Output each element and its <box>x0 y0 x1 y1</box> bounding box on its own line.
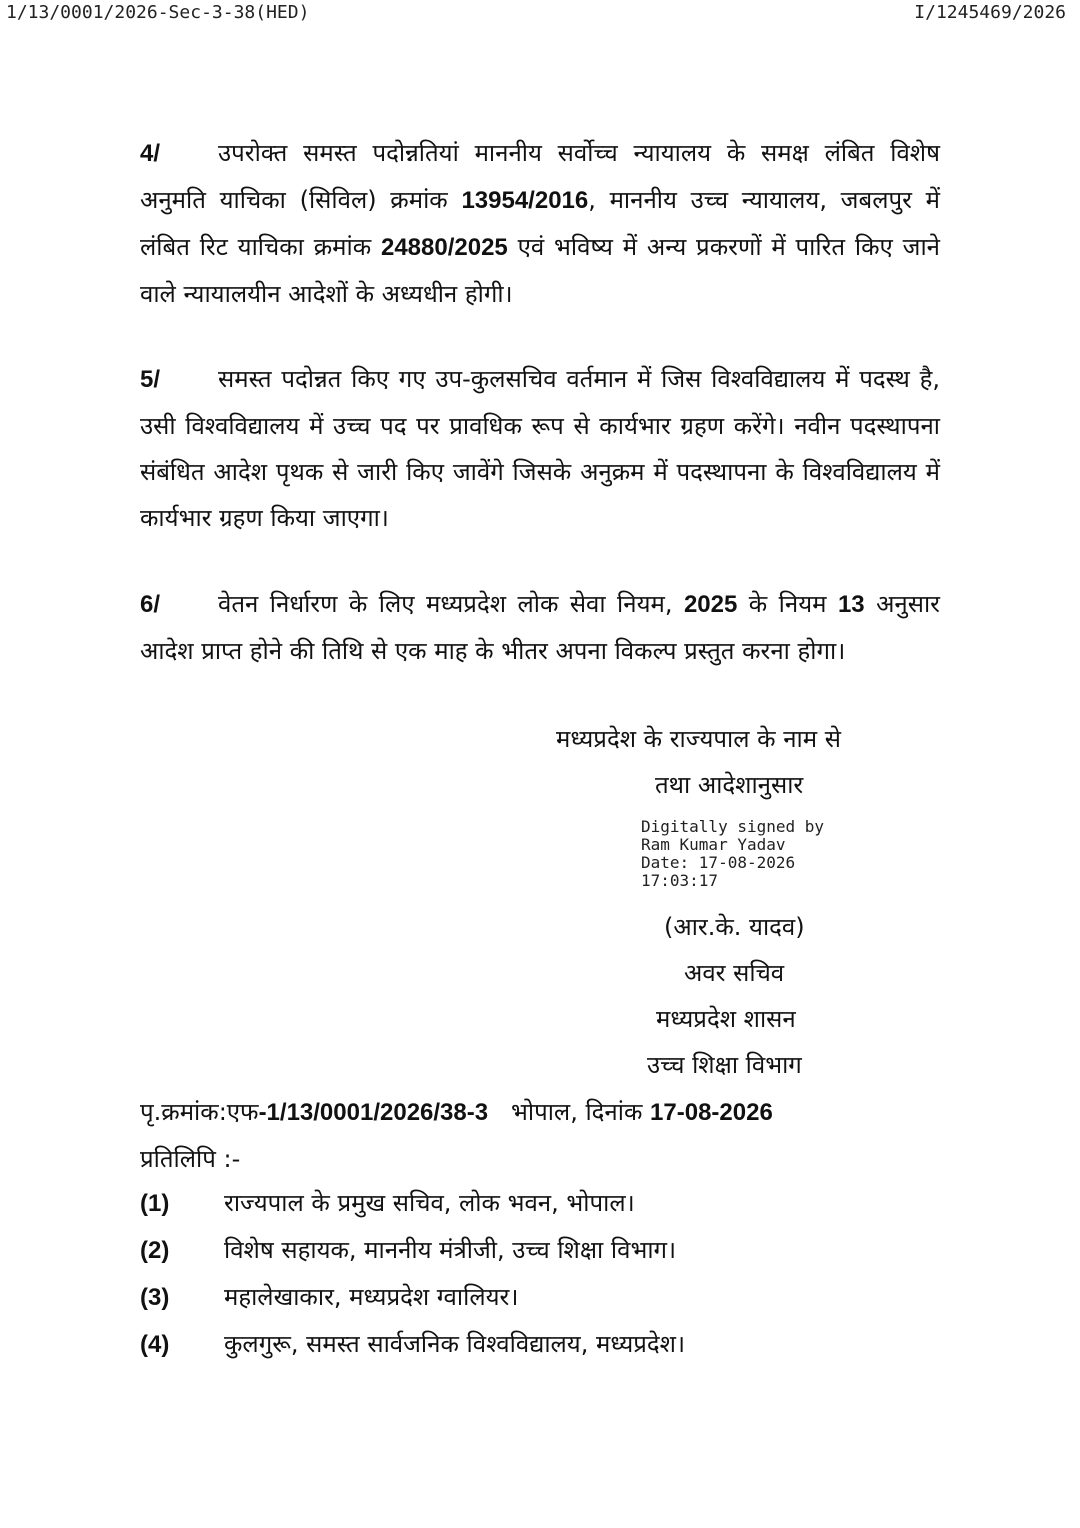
digital-signature <box>641 818 824 890</box>
list-number: (1) <box>140 1190 170 1217</box>
list-text: कुलगुरू, समस्त सार्वजनिक विश्वविद्यालय, मध्यप्रदेश। <box>224 1330 686 1358</box>
paragraph-5 <box>140 356 940 541</box>
signature-line-2: तथा आदेशानुसार <box>655 771 804 799</box>
signature-line-1: मध्यप्रदेश के राज्यपाल के नाम से <box>556 725 841 753</box>
list-number: (4) <box>140 1331 170 1358</box>
paragraph-4 <box>140 130 940 317</box>
digital-signature-line: Digitally signed by <box>641 817 825 836</box>
paragraph-number: 4/ <box>140 140 161 167</box>
digital-signature-line: Ram Kumar Yadav <box>641 835 786 854</box>
paragraph-text: समस्त पदोन्नत किए गए उप-कुलसचिव वर्तमान में जिस विश्वविद्यालय में पदस्थ है, उसी विश्वविद्यालय में उच्च पद पर प्रावधिक रूप से कार्यभार ग्रहण करेंगे। नवीन पदस्थापना संबंधित आदेश पृथक से जारी किए जावेंगे जिसके अनुक्रम में पदस्थापना के विश्वविद्यालय में कार्यभार ग्रहण किया जाएगा। <box>140 365 940 532</box>
list-item <box>140 1327 685 1374</box>
signatory-department: उच्च शिक्षा विभाग <box>647 1051 802 1079</box>
signatory-office: मध्यप्रदेश शासन <box>656 1005 796 1033</box>
list-text: राज्यपाल के प्रमुख सचिव, लोक भवन, भोपाल। <box>224 1189 635 1217</box>
digital-signature-line: Date: 17-08-2026 <box>641 853 796 872</box>
reference-place: भोपाल, दिनांक <box>510 1098 643 1126</box>
list-number: (3) <box>140 1284 170 1311</box>
digital-signature-line: 17:03:17 <box>641 871 719 890</box>
reference-line <box>140 1095 773 1128</box>
list-text: महालेखाकार, मध्यप्रदेश ग्वालियर। <box>224 1283 519 1311</box>
paragraph-number: 6/ <box>140 591 161 618</box>
file-number-header: 1/13/0001/2026-Sec-3-38(HED) <box>6 2 310 23</box>
reference-number: -1/13/0001/2026/38-3 <box>258 1099 489 1126</box>
paragraph-6 <box>140 581 940 674</box>
rule-number: 13 <box>837 591 865 618</box>
writ-petition-number: 24880/2025 <box>380 234 508 261</box>
signatory-designation: अवर सचिव <box>684 959 785 987</box>
paragraph-text: वेतन निर्धारण के लिए मध्यप्रदेश लोक सेवा नियम, <box>218 590 684 618</box>
paragraph-text: , माननीय उच्च न्यायालय, जबलपुर में लंबित रिट याचिका क्रमांक <box>140 186 940 261</box>
copy-to-list <box>140 1186 685 1374</box>
list-text: विशेष सहायक, माननीय मंत्रीजी, उच्च शिक्षा विभाग। <box>224 1236 677 1264</box>
paragraph-text: अनुसार आदेश प्राप्त होने की तिथि से एक माह के भीतर अपना विकल्प प्रस्तुत करना होगा। <box>140 590 940 665</box>
list-item <box>140 1186 685 1233</box>
receipt-number-header: I/1245469/2026 <box>914 2 1066 23</box>
signatory-name: (आर.के. यादव) <box>664 913 805 941</box>
paragraph-text: एवं भविष्य में अन्य प्रकरणों में पारित किए जाने वाले न्यायालयीन आदेशों के अध्यधीन होगी। <box>140 233 941 308</box>
slp-number: 13954/2016 <box>461 187 589 214</box>
paragraph-text: के नियम <box>737 590 838 618</box>
paragraph-text: उपरोक्त समस्त पदोन्नतियां माननीय सर्वोच्च न्यायालय के समक्ष लंबित विशेष अनुमति याचिका (सिविल) क्रमांक <box>140 139 940 214</box>
list-item <box>140 1280 685 1327</box>
list-item <box>140 1233 685 1280</box>
rules-year: 2025 <box>683 591 738 618</box>
reference-prefix: पृ.क्रमांक:एफ <box>140 1098 259 1126</box>
list-number: (2) <box>140 1237 170 1264</box>
reference-date: 17-08-2026 <box>650 1099 773 1126</box>
copy-to-heading: प्रतिलिपि :- <box>140 1145 241 1173</box>
paragraph-number: 5/ <box>140 366 161 393</box>
